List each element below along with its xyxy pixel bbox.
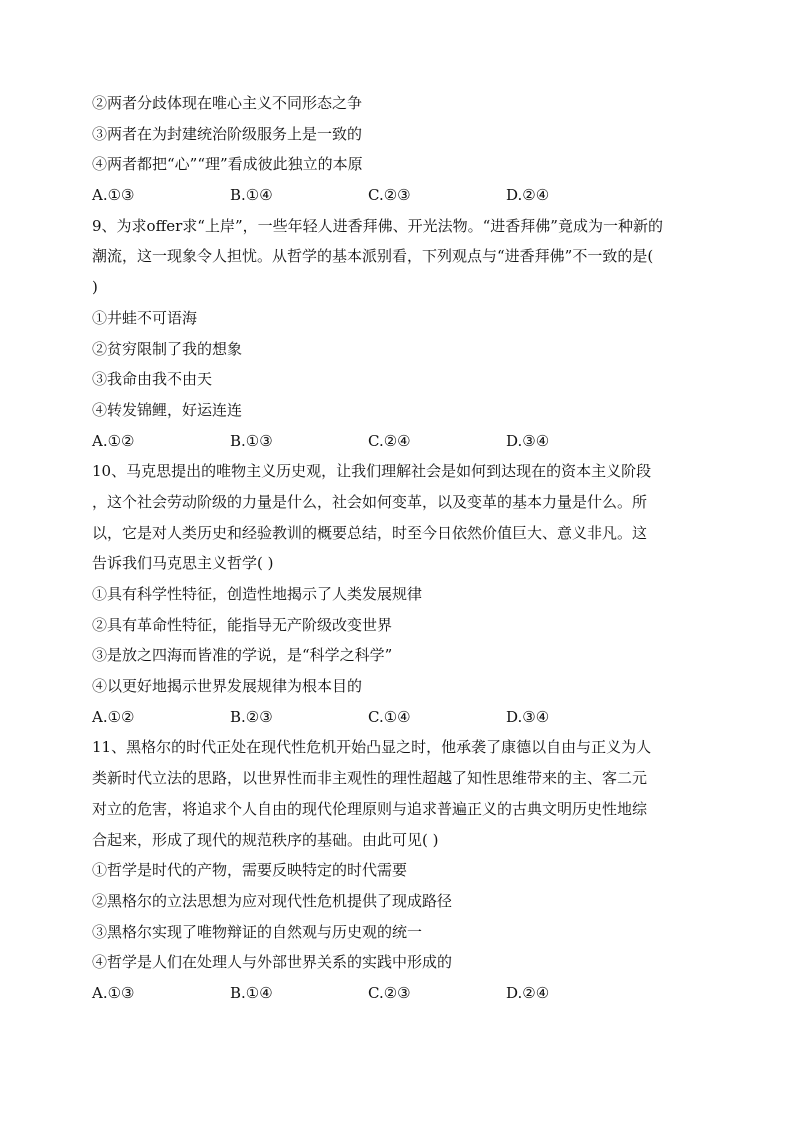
q8-choice-c: C.②③	[368, 186, 411, 205]
q8-option-3: ③两者在为封建统治阶级服务上是一致的	[92, 124, 363, 143]
q10-option-1: ①具有科学性特征，创造性地揭示了人类发展规律	[92, 585, 423, 603]
q9-answer-choices	[92, 426, 702, 457]
q11-choice-d: D.②④	[506, 983, 550, 1002]
q8-choice-b: B.①④	[230, 186, 273, 205]
q11-option-3: ③黑格尔实现了唯物辩证的自然观与历史观的统一	[92, 922, 423, 941]
q8-option-4: ④两者都把“心”“理”看成彼此独立的本原	[92, 155, 363, 174]
question-9	[92, 211, 702, 457]
q9-option-3: ③我命由我不由天	[92, 370, 213, 389]
question-8	[92, 88, 702, 211]
q9-choice-d: D.③④	[506, 431, 550, 450]
q11-option-2: ②黑格尔的立法思想为应对现代性危机提供了现成路径	[92, 891, 453, 910]
q10-choice-a: A.①②	[92, 707, 135, 726]
exam-page	[92, 88, 702, 1009]
q11-stem-line-4: 合起来，形成了现代的规范秩序的基础。由此可见( )	[92, 830, 439, 849]
q11-choice-c: C.②③	[368, 983, 411, 1002]
q11-stem-line-2: 类新时代立法的思路，以世界性而非主观性的理性超越了知性思维带来的主、客二元	[92, 769, 648, 788]
q11-choice-a: A.①③	[92, 983, 135, 1002]
q9-option-1: ①井蛙不可语海	[92, 308, 198, 327]
q9-choice-c: C.②④	[368, 431, 411, 450]
q9-stem-line-3: )	[92, 278, 98, 297]
q10-stem-line-4: 告诉我们马克思主义哲学( )	[92, 554, 274, 573]
q8-choice-d: D.②④	[506, 186, 550, 205]
q10-stem-line-2: ，这个社会劳动阶级的力量是什么，社会如何变革，以及变革的基本力量是什么。所	[92, 492, 648, 511]
q11-stem-line-3: 对立的危害，将追求个人自由的现代伦理原则与追求普遍正义的古典文明历史性地综	[92, 799, 648, 818]
q11-choice-b: B.①④	[230, 983, 273, 1002]
q10-choice-d: D.③④	[506, 707, 550, 726]
q10-stem-line-3: 以，它是对人类历史和经验教训的概要总结，时至今日依然价值巨大、意义非凡。这	[92, 523, 648, 542]
q9-choice-a: A.①②	[92, 431, 135, 450]
question-11	[92, 732, 702, 1008]
q10-answer-choices	[92, 702, 702, 733]
q10-option-2: ②具有革命性特征，能指导无产阶级改变世界	[92, 615, 393, 634]
q11-option-4: ④哲学是人们在处理人与外部世界关系的实践中形成的	[92, 953, 453, 972]
question-10	[92, 456, 702, 732]
q9-stem-line-1: 9、为求offer求“上岸”，一些年轻人进香拜佛、开光法物。“进香拜佛”竟成为一种新的	[92, 216, 663, 235]
q10-stem-line-1: 10、马克思提出的唯物主义历史观，让我们理解社会是如何到达现在的资本主义阶段	[92, 462, 652, 481]
q10-option-3: ③是放之四海而皆准的学说，是“科学之科学”	[92, 646, 393, 665]
q10-choice-b: B.②③	[230, 707, 273, 726]
q11-option-1: ①哲学是时代的产物，需要反映特定的时代需要	[92, 861, 408, 880]
q8-answer-choices	[92, 180, 702, 211]
q10-choice-c: C.①④	[368, 707, 411, 726]
q11-stem-line-1: 11、黑格尔的时代正处在现代性危机开始凸显之时，他承袭了康德以自由与正义为人	[92, 738, 652, 757]
q8-option-2: ②两者分歧体现在唯心主义不同形态之争	[92, 94, 363, 112]
q10-option-4: ④以更好地揭示世界发展规律为根本目的	[92, 677, 363, 696]
q9-choice-b: B.①③	[230, 431, 273, 450]
q11-answer-choices	[92, 978, 702, 1009]
q9-option-4: ④转发锦鲤，好运连连	[92, 400, 243, 419]
q8-choice-a: A.①③	[92, 186, 135, 205]
q9-stem-line-2: 潮流，这一现象令人担忧。从哲学的基本派别看，下列观点与“进香拜佛”不一致的是(	[92, 247, 654, 266]
q9-option-2: ②贫穷限制了我的想象	[92, 339, 243, 358]
